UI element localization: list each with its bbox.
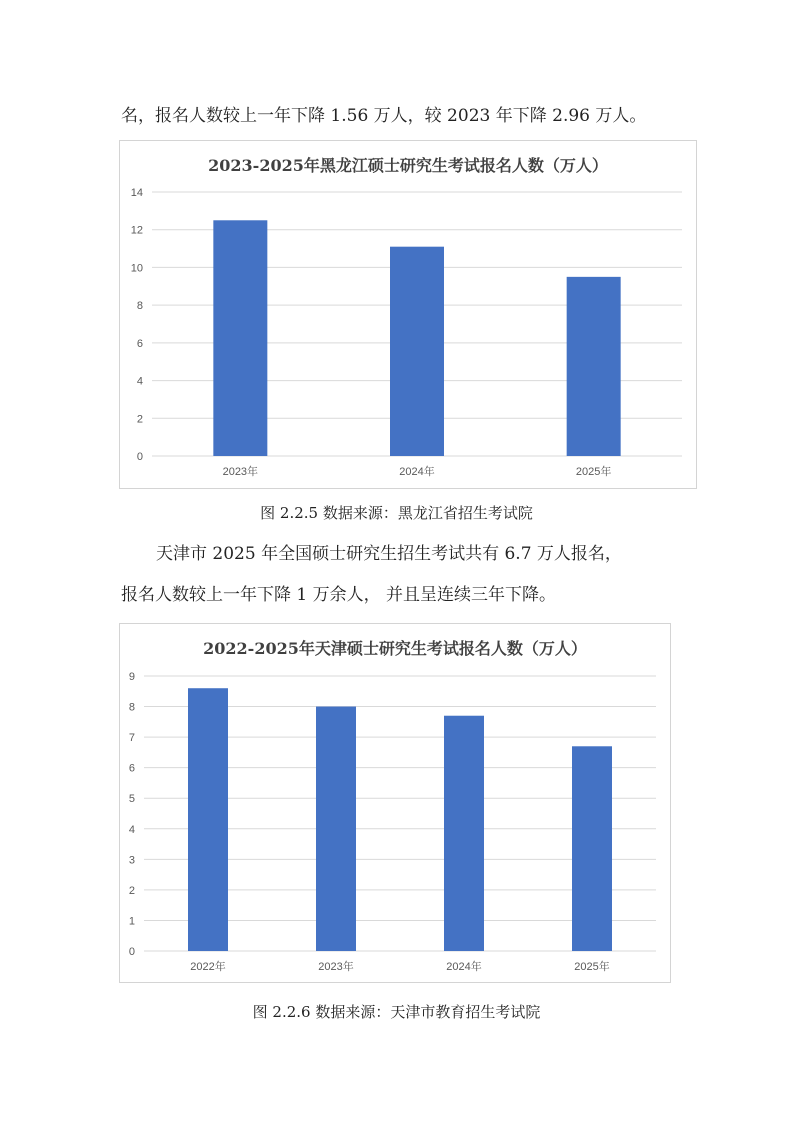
chart-heilongjiang xyxy=(119,140,697,489)
y-tick-label: 3 xyxy=(128,854,135,867)
y-tick-label: 6 xyxy=(128,762,135,775)
x-tick-label: 2022年 xyxy=(190,961,226,973)
x-tick-label: 2025年 xyxy=(574,961,610,973)
x-tick-label: 2024年 xyxy=(446,961,482,973)
y-tick-label: 2 xyxy=(128,884,135,897)
y-tick-label: 0 xyxy=(128,946,135,958)
y-tick-label: 4 xyxy=(136,375,143,388)
y-tick-label: 0 xyxy=(136,451,143,463)
y-tick-label: 8 xyxy=(136,300,143,313)
y-tick-label: 4 xyxy=(128,823,135,836)
chart-tianjin xyxy=(119,623,671,983)
y-tick-label: 7 xyxy=(128,732,135,745)
y-tick-label: 6 xyxy=(136,337,143,350)
x-tick-label: 2024年 xyxy=(399,466,435,478)
bar xyxy=(316,707,356,951)
x-tick-label: 2023年 xyxy=(222,466,259,478)
paragraph-line: 报名人数较上一年下降 1 万余人， 并且呈连续三年下降。 xyxy=(121,585,557,605)
paragraph-continuation: 名，报名人数较上一年下降 1.56 万人，较 2023 年下降 2.96 万人。 xyxy=(121,106,647,126)
figure-caption: 图 2.2.6 数据来源：天津市教育招生考试院 xyxy=(252,1003,541,1021)
y-tick-label: 12 xyxy=(130,224,143,237)
y-tick-label: 8 xyxy=(128,701,135,714)
y-tick-label: 2 xyxy=(136,413,143,426)
chart-plot xyxy=(120,141,696,488)
y-tick-label: 10 xyxy=(130,262,143,275)
y-tick-label: 5 xyxy=(128,793,135,806)
bar xyxy=(188,688,228,951)
chart-title: 2023-2025年黑龙江硕士研究生考试报名人数（万人） xyxy=(208,156,608,175)
bar xyxy=(572,746,612,951)
paragraph-line: 天津市 2025 年全国硕士研究生招生考试共有 6.7 万人报名， xyxy=(156,544,622,564)
bar xyxy=(213,220,267,456)
bar xyxy=(390,247,444,456)
chart-plot xyxy=(120,624,670,982)
chart-title: 2022-2025年天津硕士研究生考试报名人数（万人） xyxy=(203,639,587,658)
bar xyxy=(444,716,484,951)
x-tick-label: 2025年 xyxy=(575,466,612,478)
y-tick-label: 1 xyxy=(128,915,135,928)
y-tick-label: 9 xyxy=(128,671,135,683)
y-tick-label: 14 xyxy=(130,187,143,199)
figure-caption: 图 2.2.5 数据来源：黑龙江省招生考试院 xyxy=(260,504,533,522)
x-tick-label: 2023年 xyxy=(318,961,354,973)
bar xyxy=(567,277,621,456)
